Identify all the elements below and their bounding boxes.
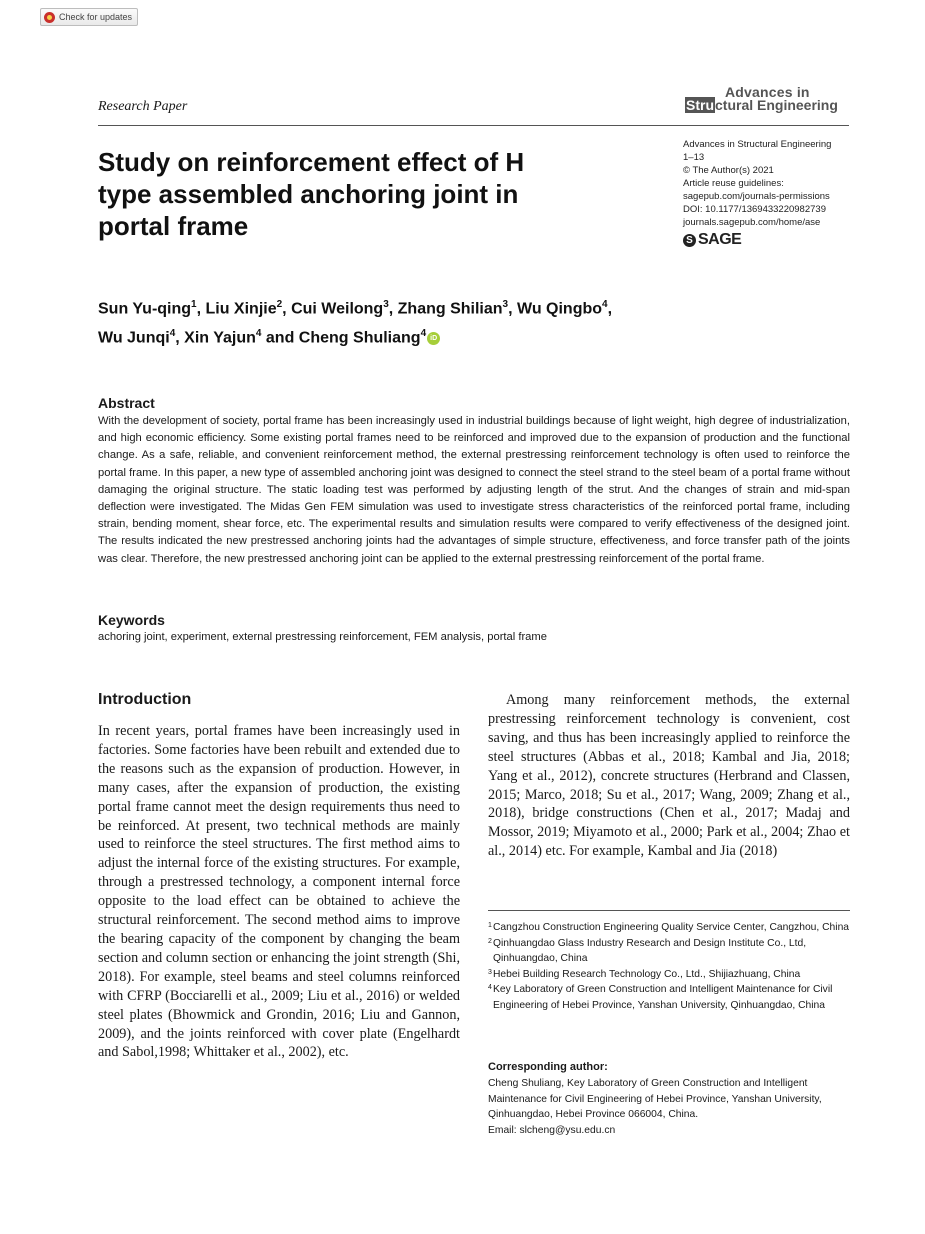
abstract-text: With the development of society, portal frame has been increasingly used in industrial buildings because of light weight, high degree of industrialization, and high economic efficiency. Some existing portal frames need to be reinforced and improved due to the expansion of production and the functional change. As a safe, reliable, and convenient reinforcement method, the external prestressing reinforcement technology is often used to reinforce the portal frame. In this paper, a new type of assembled anchoring joint was designed to connect the steel strand to the steel beam of a portal frame without damaging the original structure. The static loading test was performed by adjusting length of the strut. And the changes of strain and mid-span deflection were investigated. The Midas Gen FEM simulation was used to investigate stress characteristics of the reinforced portal frame, including strain, bending moment, shear force, etc. The experimental results and simulation results were compared to verify effectiveness of the designed joint. The results indicated the new prestressed anchoring joints had the advantages of simple structure, effectiveness, and force transfer path of the joints was clear. Therefore, the new prestressed anchoring joint can be applied to the external prestressing reinforcement of the portal frame. xyxy=(98,415,850,565)
affiliation-item xyxy=(488,982,853,1013)
affiliation-item xyxy=(488,920,853,936)
journal-logo-box: Stru xyxy=(686,97,714,113)
abstract-heading: Abstract xyxy=(98,395,155,411)
author-affiliation-mark: 4 xyxy=(169,328,176,340)
journal-logo-line2 xyxy=(685,97,838,113)
introduction-heading: Introduction xyxy=(98,691,192,708)
affiliation-text: Key Laboratory of Green Construction and Intelligent Maintenance for Civil Engineering of Hebei Province, Yanshan University, Qinhuangdao, China xyxy=(493,984,833,1011)
check-for-updates-badge[interactable] xyxy=(40,8,138,26)
author-separator: , xyxy=(607,300,613,318)
orcid-icon[interactable]: iD xyxy=(427,332,440,345)
keywords-text: achoring joint, experiment, external prestressing reinforcement, FEM analysis, portal frame xyxy=(98,631,547,643)
affiliation-item xyxy=(488,967,853,983)
crossmark-icon xyxy=(44,12,55,23)
footnote-divider xyxy=(488,910,850,911)
author-name: Liu Xinjie xyxy=(205,300,277,318)
sage-wordmark: SAGE xyxy=(698,231,742,248)
corresponding-author-heading: Corresponding author: xyxy=(488,1061,608,1073)
author-separator: , xyxy=(388,300,398,318)
corresponding-author-email[interactable]: Email: slcheng@ysu.edu.cn xyxy=(488,1124,616,1136)
author-affiliation-mark: 4 xyxy=(420,328,427,340)
corresponding-author-details xyxy=(488,1076,853,1138)
author-name: Cui Weilong xyxy=(291,300,384,318)
author-affiliation-mark: 4 xyxy=(602,299,608,310)
article-meta xyxy=(683,138,853,229)
author-separator: , xyxy=(282,300,292,318)
meta-doi[interactable]: DOI: 10.1177/1369433220982739 xyxy=(683,204,826,215)
journal-logo xyxy=(685,84,855,114)
sage-mark-icon: S xyxy=(683,234,696,247)
paper-title: Study on reinforcement effect of H type assembled anchoring joint in portal frame xyxy=(98,147,525,241)
author-name: Cheng Shuliang xyxy=(298,329,421,347)
section-label: Research Paper xyxy=(98,99,188,114)
meta-homepage[interactable]: journals.sagepub.com/home/ase xyxy=(683,217,821,228)
affiliation-text: Qinhuangdao Glass Industry Research and Design Institute Co., Ltd, Qinhuangdao, China xyxy=(493,937,807,964)
affiliation-number: 2 xyxy=(488,937,492,945)
affiliations xyxy=(488,920,853,1013)
author-affiliation-mark: 3 xyxy=(502,299,509,310)
author-separator: , xyxy=(196,300,206,318)
affiliation-text: Hebei Building Research Technology Co., Ltd., Shijiazhuang, China xyxy=(493,968,801,980)
meta-reuse-link[interactable]: sagepub.com/journals-permissions xyxy=(683,191,830,202)
author-name: Xin Yajun xyxy=(184,329,256,347)
introduction-column-1: In recent years, portal frames have been increasingly used in factories. Some factories have been rebuilt and extended due to the reasons such as the expansion of production. However, in many cases, after the expansion of production, the existing portal frame cannot meet the design requirements thus need to be reinforced. At present, two technical methods are mainly used to reinforce the steel structures. The first method aims to adjust the internal force of the existing structures. For example, through a prestressed technology, a component internal force opposite to the load effect can be obtained to achieve the structural reinforcement. The second method aims to improve the bearing capacity of the component by changing the beam section and column section or enhancing the joint strength (Shi, 2018). For example, steel beams and steel columns reinforced with CFRP (Bocciarelli et al., 2009; Liu et al., 2016) or welded steel plates (Bhowmick and Grondin, 2016; Liu and Gannon, 2009), and the joints reinforced with cover plate (Engelhardt and Sabol,1998; Whittaker et al., 2002), etc. xyxy=(98,723,460,1061)
author-separator: , xyxy=(508,300,517,318)
author-affiliation-mark: 3 xyxy=(383,299,389,310)
meta-pages: 1–13 xyxy=(683,152,705,163)
author-name: Wu Qingbo xyxy=(517,300,603,318)
author-list xyxy=(98,292,738,351)
journal-logo-line1: Advances in xyxy=(725,84,810,100)
meta-copyright: © The Author(s) 2021 xyxy=(683,165,774,176)
affiliation-number: 1 xyxy=(488,922,492,929)
affiliation-number: 4 xyxy=(488,984,492,991)
introduction-column-2: Among many reinforcement methods, the external prestressing reinforcement technology is convenient, cost saving, and thus has been increasingly applied to reinforce the steel structures (Abbas et al., 2018; Kambal and Jia, 2018; Yang et al., 2012), concrete structures (Herbrand and Classen, 2015; Marco, 2018; Su et al., 2017; Wang, 2009; Zhang et al., 2018), bridge constructions (Chen et al., 2017; Madaj and Mossor, 2019; Miyamoto et al., 2000; Park et al., 2004; Zhao et al., 2014) etc. For example, Kambal and Jia (2018) xyxy=(488,692,850,860)
author-separator: and xyxy=(261,329,299,347)
author-affiliation-mark: 2 xyxy=(276,299,283,310)
author-name: Sun Yu-qing xyxy=(98,300,192,318)
meta-reuse-label: Article reuse guidelines: xyxy=(683,178,784,189)
journal-logo-rest: ctural Engineering xyxy=(715,97,838,113)
corresponding-author-text: Cheng Shuliang, Key Laboratory of Green Construction and Intelligent Maintenance for Civil Engineering of Hebei Province, Yanshan University, Qinhuangdao, Hebei Province 066004, China. xyxy=(488,1078,822,1120)
author-separator: , xyxy=(175,329,185,347)
keywords-heading: Keywords xyxy=(98,612,165,628)
meta-journal: Advances in Structural Engineering xyxy=(683,139,832,150)
author-affiliation-mark: 1 xyxy=(191,299,197,310)
affiliation-number: 3 xyxy=(488,968,492,976)
author-name: Zhang Shilian xyxy=(397,300,503,318)
author-affiliation-mark: 4 xyxy=(255,328,262,340)
sage-logo xyxy=(683,230,741,250)
author-name: Wu Junqi xyxy=(98,329,170,347)
header-divider xyxy=(98,125,849,126)
affiliation-text: Cangzhou Construction Engineering Quality Service Center, Cangzhou, China xyxy=(493,922,850,933)
check-for-updates-label: Check for updates xyxy=(59,12,133,22)
affiliation-item xyxy=(488,936,853,967)
